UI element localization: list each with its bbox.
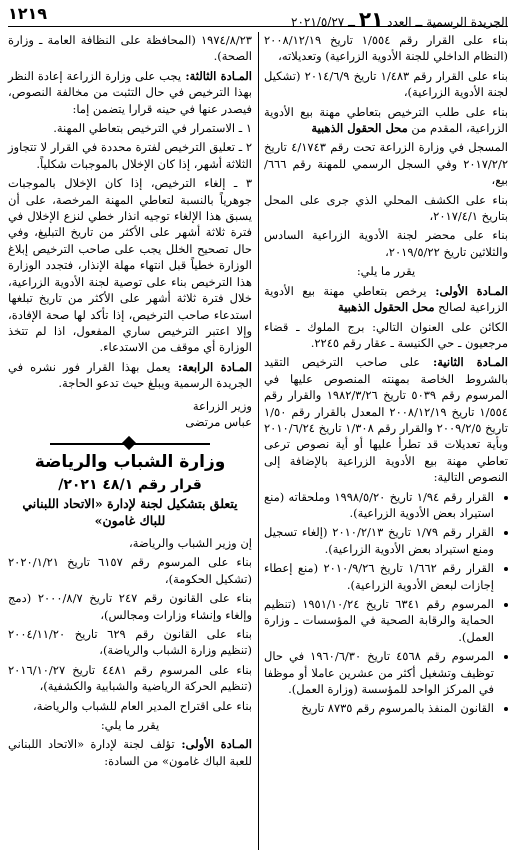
article-1 [264,283,508,316]
option-2: ٢ ـ تعليق الترخيص لفترة محددة في القرار لا تتجاوز الثلاثة أشهر، إذا كان الإخلال بالموجبات شكلياً. [8,140,252,171]
decree-article-1 [8,736,252,769]
recital-1: بناء على المرسوم رقم ٦١٥٧ تاريخ ٢٠٢٠/١/٢١ (تشكيل الحكومة)، [8,555,252,586]
article-3 [8,68,252,117]
article-3-text: يجب على وزارة الزراعة إعادة النظر بهذا الترخيص في حال التثبت من مخالفة النصوص، فيصدر عنها في حينه قرارا يتضمن إما: [8,68,252,116]
article-2 [264,354,508,485]
references-list [264,489,508,717]
minister-intro: إن وزير الشباب والرياضة، [129,535,252,550]
option-3: ٣ ـ إلغاء الترخيص، إذا كان الإخلال بالموجبات جوهرياً بالنسبة لتعاطي المهنة المرخصة، على أن يسبق هذا الإلغاء توجيه انذار خطي لنزع الإخلال في فترة ثلاثة أشهر على الأكثر من تاريخ التبليغ، وفي حال تصحيح الخلل يجب على صاحب الترخيص إبلاغ الوزارة خطياً قبل انتهاء مهلة الإنذار، فتجدد الوزارة هذا الترخيص بناء على توصية لجنة الأدوية الزراعية، خلال فترة ثلاثة أشهر على الأكثر من تاريخ تبلغها استدعاء صاحب الترخيص، إذا تأكد لها صحة الإفادة، وإلا اعتبر الترخيص ساري المفعول، اذا لم تتخذ الوزارة أي موقف من الاستدعاء. [8,176,252,355]
page-number: ١٢١٩ [8,4,48,23]
article-2-text: على صاحب الترخيص التقيد بالشروط الخاصة بمهنته المنصوص عليها في المرسوم رقم ٥٠٣٩ تاريخ ١٩٨٢/٣/٢٦ والقرار رقم ١/٥٥٤ تاريخ ٢٠٠٨/١٢/١٩ المعدل بالقرار رقم ١/٥٠ تاريخ ٢٠٠٩/٢/٥ والقرار رقم ١/٣٠٨ تاريخ ٢٠١٠/٦/٢٤ وبأية تعديلات قد تطرأ عليها أو أية نصوص ترعى تعاطي مهنة بيع الأدوية الزراعية بالإضافة إلى النصوص التالية: [264,355,509,485]
shop-name: محل الحقول الذهبية [311,121,408,136]
list-item: • القانون المنفذ بالمرسوم رقم ٨٧٣٥ تاريخ [264,700,494,716]
ministry-heading: وزارة الشباب والرياضة [34,452,226,473]
option-1: ١ ـ الاستمرار في الترخيص بتعاطي المهنة. [53,121,252,136]
whereas-1: بناء على القرار رقم ١/٥٥٤ تاريخ ٢٠٠٨/١٢/١٩ (النظام الداخلي للجنة الأدوية الزراعية) وتعديلاته، [264,33,508,64]
shop-address: الكائن على العنوان التالي: برج الملوك ـ قضاء مرجعيون ـ حي الكنيسة ـ عقار رقم ٢٢٤٥. [264,319,508,350]
recital-5: بناء على اقتراح المدير العام للشباب والرياضة، [32,698,252,713]
ornament-diamond [122,436,136,450]
whereas-3 [264,104,508,137]
recital-2: بناء على القانون رقم ٢٤٧ تاريخ ٢٠٠٠/٨/٧ (دمج وإلغاء وإنشاء وزارات ومجالس)، [8,591,252,622]
decree-article-1-text: تؤلف لجنة لإدارة «الاتحاد اللبناني للعبة الباك غامون» من السادة: [8,737,252,768]
article-1-shop: محل الحقول الذهبية [338,300,435,315]
signature-name: عباس مرتضى [185,414,252,429]
article-2-label: المـادة الثانية: [420,355,508,370]
section-ornament [50,438,210,450]
recital-4: بناء على المرسوم رقم ٤٤٨١ تاريخ ٢٠١٦/١٠/٢٧ (تنظيم الحركة الرياضية والشبابية والكشفية)، [8,662,252,694]
journal-name: الجريدة الرسمية ــ العدد [387,15,508,29]
signature-title: وزير الزراعة [192,398,252,413]
recital-3: بناء على القانون رقم ٦٢٩ تاريخ ٢٠٠٤/١١/٢٠ (تنظيم وزارة الشباب والرياضة)، [8,627,252,658]
decree-subject: يتعلق بتشكيل لجنة لإدارة «الاتحاد اللبناني للباك غامون» [22,496,238,528]
whereas-4: المسجل في وزارة الزراعة تحت رقم ٤/١٧٤٣ تاريخ ٢٠١٧/٢/٢ وفي السجل الرسمي للمهنة رقم ٦٦٦/بيع، [264,140,508,188]
decides-heading: يقرر ما يلي: [356,264,416,279]
decree-number: قرار رقم ٤٨/١ ٢٠٢١/ [58,476,202,493]
left-column [8,32,252,772]
list-item: • القرار رقم ١/٩٤ تاريخ ١٩٩٨/٥/٢٠ وملحقاته (منع استيراد بعض الأدوية الزراعية). [264,489,494,522]
article-4-text: يعمل بهذا القرار فور نشره في الجريدة الرسمية ويبلغ حيث تدعو الحاجة. [8,359,252,391]
article-4-label: المـادة الرابعة: [170,359,252,374]
whereas-2: بناء على القرار رقم ١/٤٨٣ تاريخ ٢٠١٤/٦/٩ (تشكيل لجنة الأدوية الزراعية)، [264,68,508,100]
column-divider [258,32,259,850]
list-item: • المرسوم رقم ٦٣٤١ تاريخ ١٩٥١/١٠/٢٤ (تنظيم الحماية والرقابة الصحية في المؤسسات ـ وزارة العمل). [264,596,494,645]
issue-number: ٢١ [358,7,384,31]
article-1-label: المـادة الأولى: [426,283,509,298]
whereas-5: بناء على الكشف المحلي الذي جرى على المحل بتاريخ ٢٠١٧/٤/١، [264,192,508,224]
article-3-label: المـادة الثالثة: [181,68,252,83]
whereas-3-text: بناء على طلب الترخيص بتعاطي مهنة بيع الأدوية الزراعية، المقدم من [264,104,508,136]
decides-heading-2: يقرر ما يلي: [100,718,160,733]
whereas-6: بناء على محضر لجنة الأدوية الزراعية السادس والثلاثين تاريخ ٢٠١٩/٥/٢٢، [264,228,508,259]
list-item: • القرار رقم ١/٦٦٢ تاريخ ٢٠١٠/٩/٢٦ (منع إعطاء إجازات لبعض الأدوية الزراعية). [264,560,494,593]
issue-date: ــ ٢٠٢١/٥/٢٧ [291,15,356,29]
article-1-text: يرخص بتعاطي مهنة بيع الأدوية الزراعية لصالح [264,283,508,315]
list-item: • المرسوم رقم ٤٥٦٨ تاريخ ١٩٦٠/٦/٣٠ في حال توظيف وتشغيل أكثر من عشرين عاملا أو موظفا في المركز الواحد للمؤسسة (وزارة العمل). [264,648,494,697]
journal-title [291,7,508,31]
list-item: • القرار رقم ١/٧٩ تاريخ ٢٠١٠/٢/١٣ (إلغاء تسجيل ومنع استيراد بعض الأدوية الزراعية). [264,524,494,557]
decree-article-1-label: المـادة الأولى: [174,737,252,752]
article-4 [8,359,252,392]
right-column [264,32,508,720]
continued-text: ١٩٧٤/٨/٢٣ (المحافظة على النظافة العامة ـ وزارة الصحة). [8,33,252,64]
page-header [8,4,508,31]
